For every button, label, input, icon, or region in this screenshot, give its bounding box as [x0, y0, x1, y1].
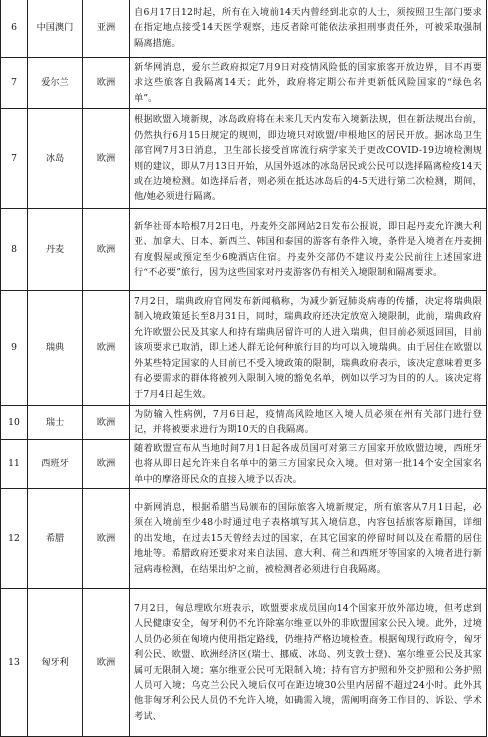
- region-name: 欧洲: [83, 489, 130, 589]
- region-name: 欧洲: [83, 406, 130, 440]
- table-row: [1, 109, 487, 209]
- row-number: 9: [1, 291, 28, 406]
- table-row: [1, 439, 487, 488]
- region-name: 欧洲: [83, 209, 130, 291]
- policy-text: 新华社哥本哈根7月2日电，丹麦外交部网站2日发布公报说，即日起丹麦允许澳大利亚、加拿大、日本、新西兰、韩国和泰国的游客有条件入境，条件是入境者在丹麦拥有度假屋或预定至少6晚酒店住宿。丹麦外交部仍不建议丹麦公民前往上述国家进行“不必要”旅行，因为这些国家对丹麦游客仍有相关入境限制和隔离要求。: [130, 209, 487, 291]
- policy-text: 7月2日，瑞典政府官网发布新闻稿称，为减少新冠肺炎病毒的传播，决定将瑞典限制入境政策延长至8月31日，同时，瑞典政府还决定放宽入境限制，此前，瑞典政府允许欧盟公民及其家人和持有瑞典居留许可的人进入瑞典，但目前必须返回国，目前该项要求已取消，即上述人群无论何种旅行目的均可以入境瑞典。由于居住在欧盟以外某些特定国家的人目前已不受入境政策的限制，瑞典政府表示，该决定意味着更多有必要需求的群体将被列入限制入境的豁免名单，例如以学习为目的的人。该决定将于7月4日起生效。: [130, 291, 487, 406]
- policy-text: 中新网消息，根据希腊当局颁布的国际旅客入境新规定，所有旅客从7月1日起，必须在入境前至少48小时通过电子表格填写其入境信息，内容包括旅客原籍国，详细的出发地，在过去15天曾经去过的国家，在其它国家的停留时间以及在希腊的居住地址等。希腊政府还要求对来自法国、意大利、荷兰和西班牙等国家的入境者进行新冠病毒检测，在结果出炉之前，被检测者必须进行自我隔离。: [130, 489, 487, 589]
- country-name: 瑞典: [28, 291, 83, 406]
- country-name: 瑞士: [28, 406, 83, 440]
- row-number: 12: [1, 489, 28, 589]
- country-name: 中国澳门: [28, 0, 83, 58]
- table-row: [1, 589, 487, 737]
- table-row: [1, 489, 487, 589]
- policy-text: 为防输入性病例，7月6日起，疫情高风险地区入境人员必须在州有关部门进行登记，并将被要求进行为期10天的自我隔离。: [130, 406, 487, 440]
- row-number: 10: [1, 406, 28, 440]
- country-name: 希腊: [28, 489, 83, 589]
- table-row: [1, 0, 487, 58]
- region-name: 欧洲: [83, 291, 130, 406]
- country-name: 匈牙利: [28, 589, 83, 737]
- region-name: 欧洲: [83, 439, 130, 488]
- policy-text: 自6月17日12时起，所有在入境前14天内曾经到北京的人士，须按照卫生部门要求在指定地点接受14天医学观察，违反者除可能依法承担刑事责任外，可被采取强制隔离措施。: [130, 0, 487, 58]
- country-name: 爱尔兰: [28, 58, 83, 109]
- region-name: 欧洲: [83, 58, 130, 109]
- policy-text: 随着欧盟宣布从当地时间7月1日起各成员国可对第三方国家开放欧盟边境，西班牙也将从即日起允许来自名单中的第三方国家民众入境。但对第一批14个安全国家名单中的摩洛哥民众的直接入境予以否决。: [130, 439, 487, 488]
- row-number: 8: [1, 209, 28, 291]
- region-name: 欧洲: [83, 109, 130, 209]
- policy-text: 根据欧盟入境新规，冰岛政府将在未来几天内发布入境新法规，但在新法规出台前，仍然执行6月15日规定的规则，即边境只对欧盟/申根地区的居民开放。据冰岛卫生部官网7月3日消息，卫生部长接受首席流行病学家关于更改COVID-19边境检测规则的建议，即从7月13日开始，从国外返冰的冰岛居民或公民可以选择隔离检疫14天或在边境检测。如选择后者，则必须在抵达冰岛后的4-5天进行第二次检测，期间，他/她必须进行隔离。: [130, 109, 487, 209]
- table-row: [1, 406, 487, 440]
- country-name: 丹麦: [28, 209, 83, 291]
- row-number: 11: [1, 439, 28, 488]
- row-number: 6: [1, 0, 28, 58]
- row-number: 7: [1, 109, 28, 209]
- row-number: 7: [1, 58, 28, 109]
- country-name: 冰岛: [28, 109, 83, 209]
- region-name: 欧洲: [83, 589, 130, 737]
- region-name: 亚洲: [83, 0, 130, 58]
- country-name: 西班牙: [28, 439, 83, 488]
- table-row: [1, 291, 487, 406]
- row-number: 13: [1, 589, 28, 737]
- table-row: [1, 209, 487, 291]
- policy-text: 新华网消息，爱尔兰政府拟定7月9日对疫情风险低的国家旅客开放边界，目不再要求这些旅客自我隔离14天；此外，政府将定期公布并更新低风险国家的“绿色名单”。: [130, 58, 487, 109]
- table-row: [1, 58, 487, 109]
- policy-text: 7月2日，匈总理欧尔班表示，欧盟要求成员国向14个国家开放外部边境，但考虑到人民健康安全，匈牙利仍不允许除塞尔维亚以外的非欧盟国家公民入境。此外，过境人员仍必须在匈境内使用指定路线，仍维持严格边境检查。根据匈现行政府令，匈牙利公民、欧盟、欧洲经济区(瑞士、挪威、冰岛、列支敦士登)、塞尔维亚公民及其家属可无限制入境；塞尔维亚公民可无限制入境；持有官方护照和外交护照和公务护照人员可入境；乌克兰公民入境后仅可在距边境30公里内居留不超过24小时。此外其他非匈牙利公民人员仍不允许入境，如确需入境，需阐明商务工作目的、诉讼、学术考试、: [130, 589, 487, 737]
